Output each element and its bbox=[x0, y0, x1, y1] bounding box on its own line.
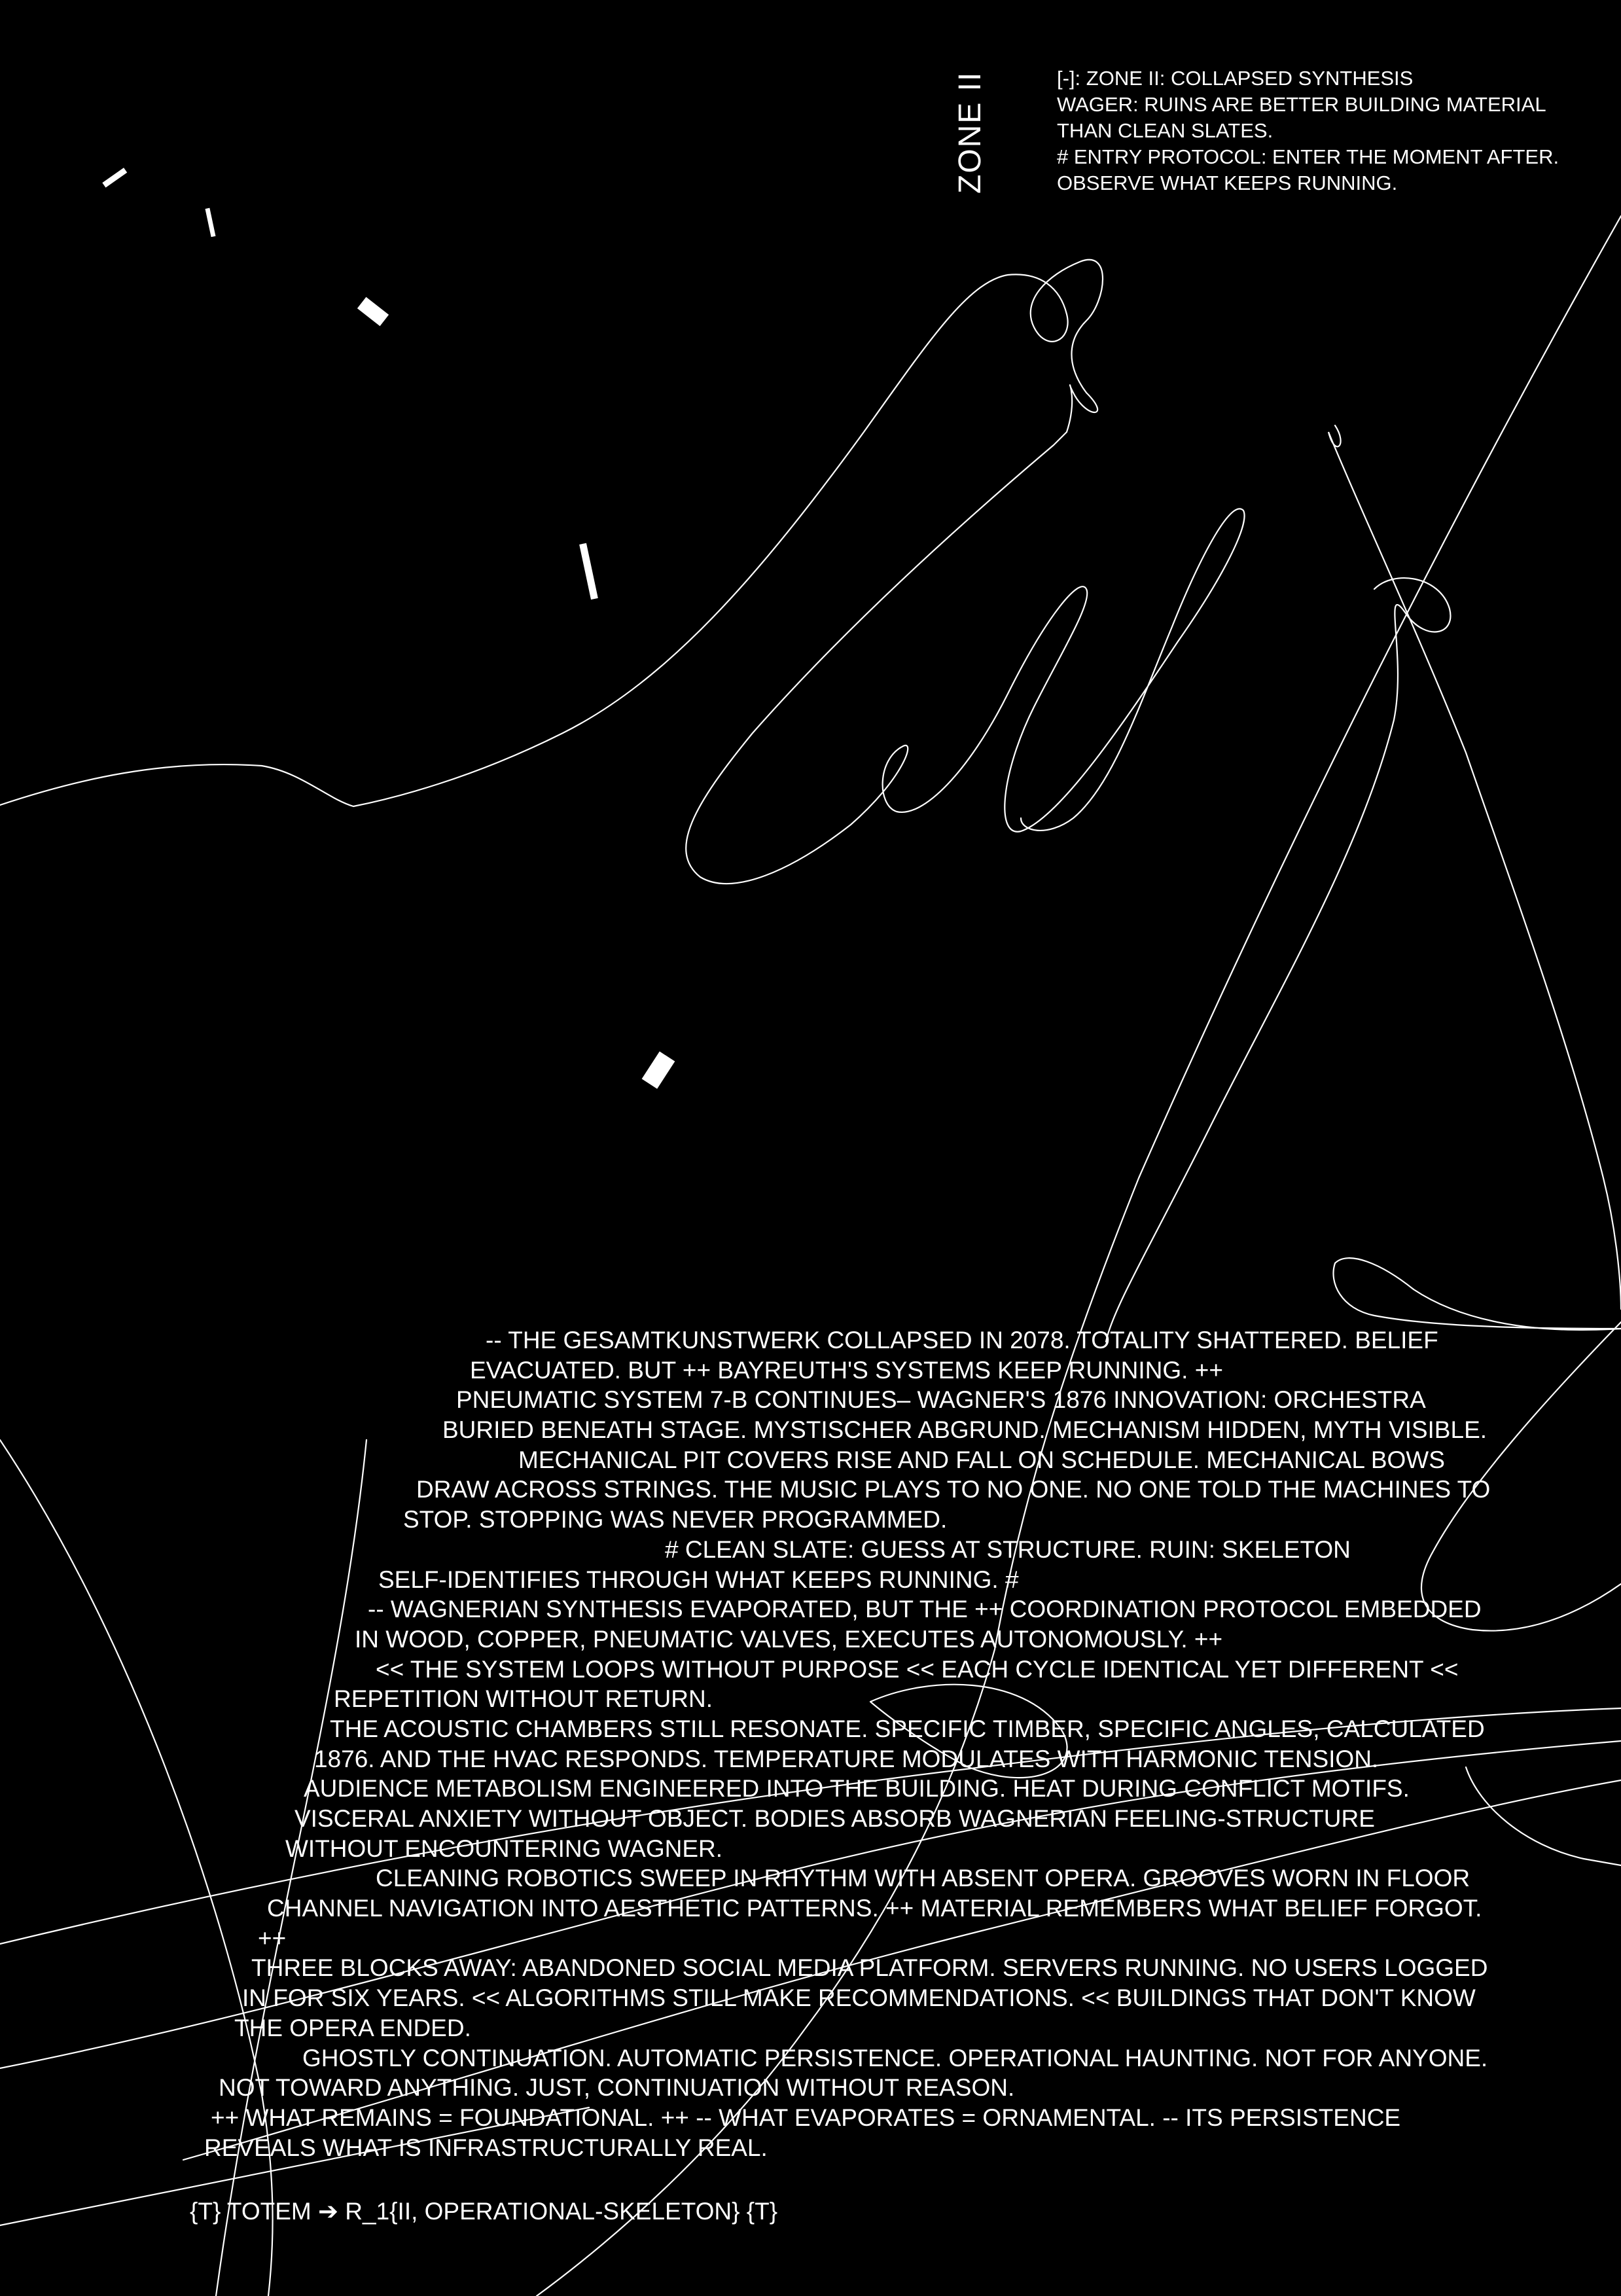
header-line: THAN CLEAN SLATES. bbox=[1057, 119, 1274, 142]
totem-line: {T} TOTEM ➔ R_1{II, OPERATIONAL-SKELETON} {T} bbox=[190, 2198, 778, 2225]
text-line: WITHOUT ENCOUNTERING WAGNER. bbox=[285, 1835, 723, 1862]
header-line: [-]: ZONE II: COLLAPSED SYNTHESIS bbox=[1057, 67, 1414, 90]
text-line: REVEALS WHAT IS INFRASTRUCTURALLY REAL. bbox=[204, 2134, 768, 2161]
text-line: STOP. STOPPING WAS NEVER PROGRAMMED. bbox=[403, 1506, 948, 1534]
text-line: EVACUATED. BUT ++ BAYREUTH'S SYSTEMS KEEP RUNNING. ++ bbox=[470, 1356, 1223, 1384]
text-line: CLEANING ROBOTICS SWEEP IN RHYTHM WITH ABSENT OPERA. GROOVES WORN IN FLOOR bbox=[376, 1865, 1470, 1892]
text-line: -- WAGNERIAN SYNTHESIS EVAPORATED, BUT THE ++ COORDINATION PROTOCOL EMBEDDED bbox=[368, 1596, 1482, 1623]
text-line: ++ bbox=[258, 1924, 287, 1952]
header-line: WAGER: RUINS ARE BETTER BUILDING MATERIAL bbox=[1057, 93, 1546, 116]
text-line: ++ WHAT REMAINS = FOUNDATIONAL. ++ -- WHAT EVAPORATES = ORNAMENTAL. -- ITS PERSISTENCE bbox=[211, 2104, 1401, 2131]
text-line: CHANNEL NAVIGATION INTO AESTHETIC PATTERNS. ++ MATERIAL REMEMBERS WHAT BELIEF FORGOT. bbox=[267, 1895, 1482, 1922]
text-line: THE OPERA ENDED. bbox=[234, 2014, 471, 2041]
text-line: << THE SYSTEM LOOPS WITHOUT PURPOSE << EACH CYCLE IDENTICAL YET DIFFERENT << bbox=[376, 1655, 1459, 1683]
text-line: REPETITION WITHOUT RETURN. bbox=[334, 1685, 713, 1713]
text-line: GHOSTLY CONTINUATION. AUTOMATIC PERSISTENCE. OPERATIONAL HAUNTING. NOT FOR ANYONE. bbox=[302, 2044, 1488, 2072]
header-line: OBSERVE WHAT KEEPS RUNNING. bbox=[1057, 171, 1398, 194]
text-line: THE ACOUSTIC CHAMBERS STILL RESONATE. SPECIFIC TIMBER, SPECIFIC ANGLES, CALCULATED bbox=[330, 1715, 1485, 1742]
loop-right bbox=[1106, 578, 1450, 1342]
header-line: # ENTRY PROTOCOL: ENTER THE MOMENT AFTER. bbox=[1057, 145, 1559, 168]
text-line: BURIED BENEATH STAGE. MYSTISCHER ABGRUND. MECHANISM HIDDEN, MYTH VISIBLE. bbox=[442, 1416, 1487, 1444]
text-line: MECHANICAL PIT COVERS RISE AND FALL ON SCHEDULE. MECHANICAL BOWS bbox=[518, 1446, 1445, 1473]
zone-header bbox=[1057, 65, 1580, 196]
tail-loop bbox=[1334, 1263, 1621, 1329]
text-line: SELF-IDENTIFIES THROUGH WHAT KEEPS RUNNING. # bbox=[378, 1566, 1019, 1593]
text-line: 1876. AND THE HVAC RESPONDS. TEMPERATURE MODULATES WITH HARMONIC TENSION. bbox=[314, 1745, 1379, 1772]
dash-mark-3 bbox=[357, 297, 389, 326]
text-line: THREE BLOCKS AWAY: ABANDONED SOCIAL MEDIA PLATFORM. SERVERS RUNNING. NO USERS LOGGED bbox=[251, 1954, 1488, 1982]
dash-mark-4 bbox=[579, 543, 598, 600]
text-line: AUDIENCE METABOLISM ENGINEERED INTO THE BUILDING. HEAT DURING CONFLICT MOTIFS. bbox=[304, 1775, 1410, 1803]
text-line: -- THE GESAMTKUNSTWERK COLLAPSED IN 2078. TOTALITY SHATTERED. BELIEF bbox=[486, 1327, 1438, 1354]
text-line: VISCERAL ANXIETY WITHOUT OBJECT. BODIES ABSORB WAGNERIAN FEELING-STRUCTURE bbox=[294, 1805, 1375, 1832]
tail-curve bbox=[1335, 1258, 1621, 1330]
text-line: DRAW ACROSS STRINGS. THE MUSIC PLAYS TO NO ONE. NO ONE TOLD THE MACHINES TO bbox=[416, 1476, 1491, 1503]
text-line: PNEUMATIC SYSTEM 7-B CONTINUES– WAGNER'S 1876 INNOVATION: ORCHESTRA bbox=[456, 1386, 1426, 1414]
cone-curve bbox=[1328, 425, 1621, 1309]
text-line: NOT TOWARD ANYTHING. JUST, CONTINUATION WITHOUT REASON. bbox=[219, 2074, 1015, 2102]
dash-mark-5 bbox=[642, 1051, 675, 1088]
shoulder-curve bbox=[0, 260, 1245, 884]
zone-title: ZONE II bbox=[953, 71, 988, 194]
dash-mark-2 bbox=[205, 208, 215, 237]
body-text bbox=[0, 1325, 1621, 2162]
text-line: # CLEAN SLATE: GUESS AT STRUCTURE. RUIN: SKELETON bbox=[665, 1535, 1351, 1563]
text-line: IN FOR SIX YEARS. << ALGORITHMS STILL MAKE RECOMMENDATIONS. << BUILDINGS THAT DON'T KNOW bbox=[242, 1984, 1476, 2012]
dash-mark-1 bbox=[102, 168, 127, 187]
text-line: IN WOOD, COPPER, PNEUMATIC VALVES, EXECUTES AUTONOMOUSLY. ++ bbox=[355, 1625, 1223, 1653]
